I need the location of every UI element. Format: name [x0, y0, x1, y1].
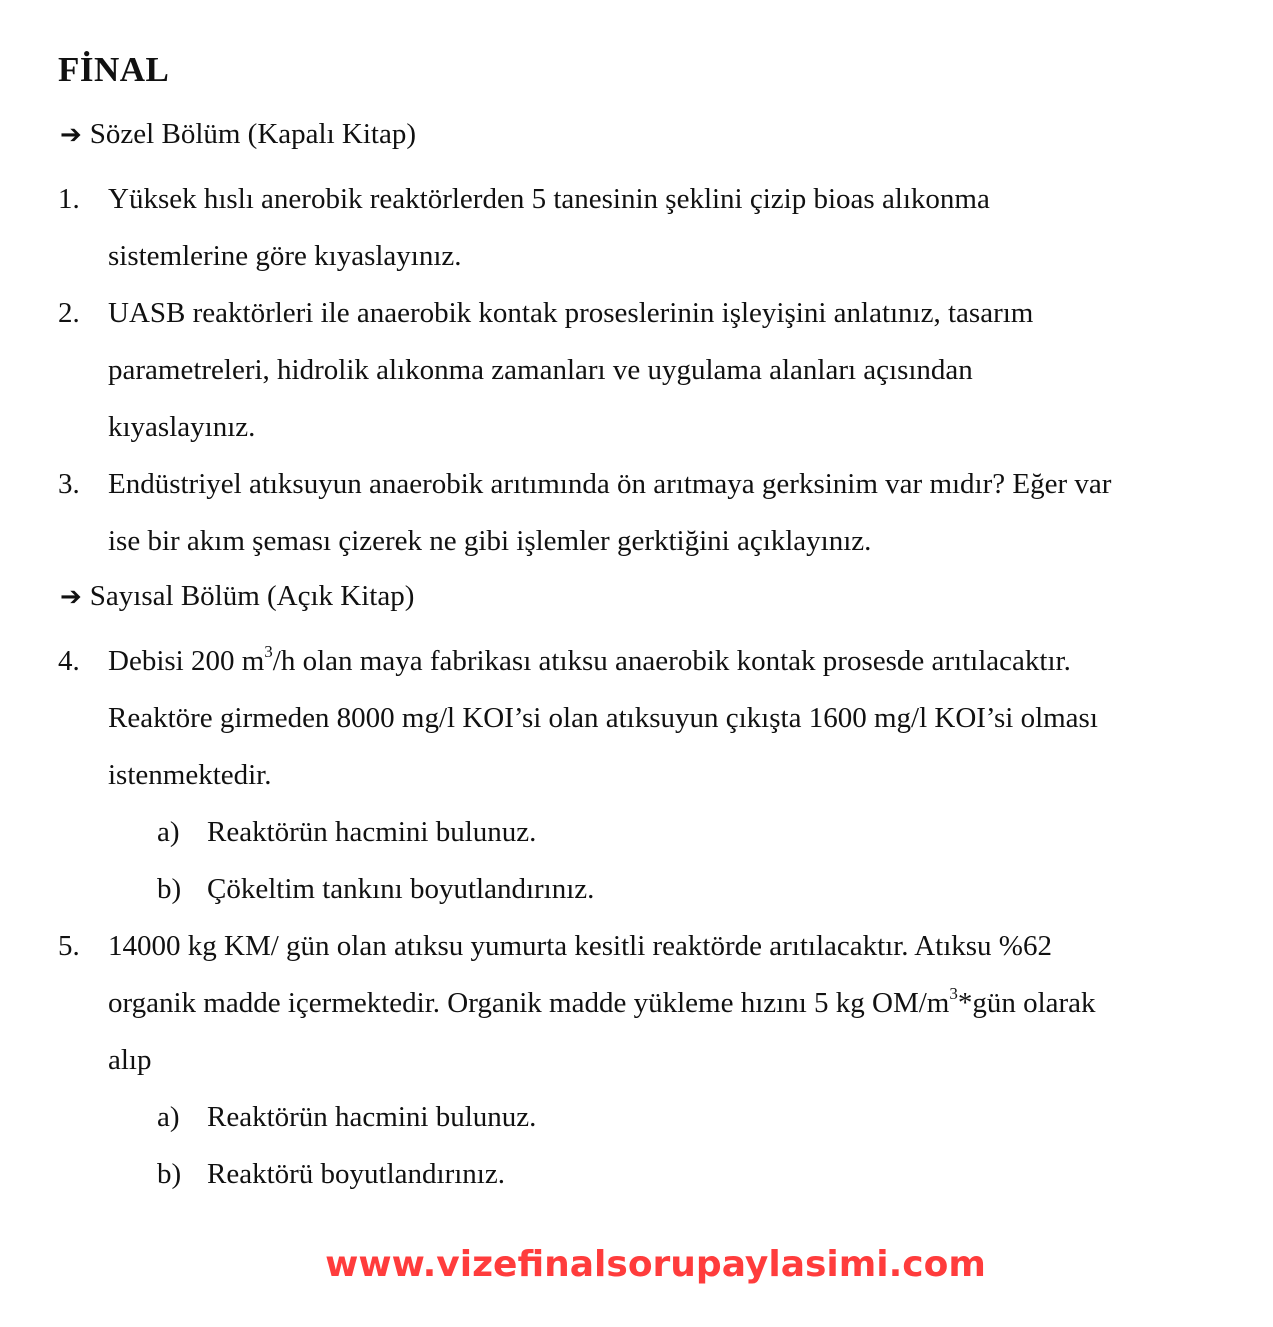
subquestion [157, 1146, 1253, 1203]
section-numerical [60, 576, 1253, 617]
question-5 [58, 918, 1253, 1203]
question-2 [58, 285, 1253, 456]
question-body [108, 285, 1253, 456]
subquestion-label: b) [157, 1158, 182, 1190]
subquestion-label: a) [157, 816, 180, 848]
question-line: sistemlerine göre kıyaslayınız. [108, 240, 462, 272]
question-line: kıyaslayınız. [108, 411, 256, 443]
question-number: 4. [58, 645, 80, 677]
section-label: Sayısal Bölüm (Açık Kitap) [89, 580, 415, 612]
subquestion-text: Reaktörün hacmini bulunuz. [207, 816, 537, 848]
question-line [108, 633, 1253, 690]
superscript: 3 [949, 984, 958, 1004]
question-line: Reaktöre girmeden 8000 mg/l KOI’si olan atıksuyun çıkışta 1600 mg/l KOI’si olması [108, 702, 1098, 734]
watermark: www.vizefinalsorupaylasimi.com [325, 1244, 986, 1285]
question-3 [58, 456, 1253, 570]
subquestion-label: a) [157, 1101, 180, 1133]
question-4 [58, 633, 1253, 918]
question-line: parametreleri, hidrolik alıkonma zamanları ve uygulama alanları açısından [108, 354, 973, 386]
section-verbal [60, 114, 1253, 155]
right-arrow-icon: ➔ [60, 582, 82, 612]
exam-title: FİNAL [58, 50, 170, 89]
question-line: 14000 kg KM/ gün olan atıksu yumurta kesitli reaktörde arıtılacaktır. Atıksu %62 [108, 930, 1052, 962]
subquestion-text: Reaktörü boyutlandırınız. [207, 1158, 505, 1190]
question-body [108, 918, 1253, 1203]
question-1 [58, 171, 1253, 285]
question-line: alıp [108, 1044, 152, 1076]
question-number: 3. [58, 468, 80, 500]
superscript: 3 [264, 642, 273, 662]
question-line: Yüksek hıslı anerobik reaktörlerden 5 tanesinin şeklini çizip bioas alıkonma [108, 183, 990, 215]
text-run: Debisi 200 m [108, 645, 265, 677]
text-run: *gün olarak [957, 987, 1096, 1019]
subquestion-label: b) [157, 873, 182, 905]
subquestion-text: Reaktörün hacmini bulunuz. [207, 1101, 537, 1133]
right-arrow-icon: ➔ [60, 120, 82, 150]
question-line: UASB reaktörleri ile anaerobik kontak proseslerinin işleyişini anlatınız, tasarım [108, 297, 1034, 329]
question-body [108, 171, 1253, 285]
question-body [108, 456, 1253, 570]
subquestion [157, 1089, 1253, 1146]
question-body [108, 633, 1253, 918]
question-line: Endüstriyel atıksuyun anaerobik arıtımında ön arıtmaya gerksinim var mıdır? Eğer var [108, 468, 1112, 500]
text-run: organik madde içermektedir. Organik madde yükleme hızını 5 kg OM/m [108, 987, 950, 1019]
subquestion [157, 804, 1253, 861]
question-number: 1. [58, 183, 80, 215]
text-run: /h olan maya fabrikası atıksu anaerobik kontak prosesde arıtılacaktır. [272, 645, 1071, 677]
question-line: ise bir akım şeması çizerek ne gibi işlemler gerktiğini açıklayınız. [108, 525, 872, 557]
question-line [108, 975, 1253, 1032]
subquestion-text: Çökeltim tankını boyutlandırınız. [207, 873, 595, 905]
question-line: istenmektedir. [108, 759, 272, 791]
question-number: 2. [58, 297, 80, 329]
question-number: 5. [58, 930, 80, 962]
subquestion [157, 861, 1253, 918]
section-label: Sözel Bölüm (Kapalı Kitap) [89, 118, 416, 150]
